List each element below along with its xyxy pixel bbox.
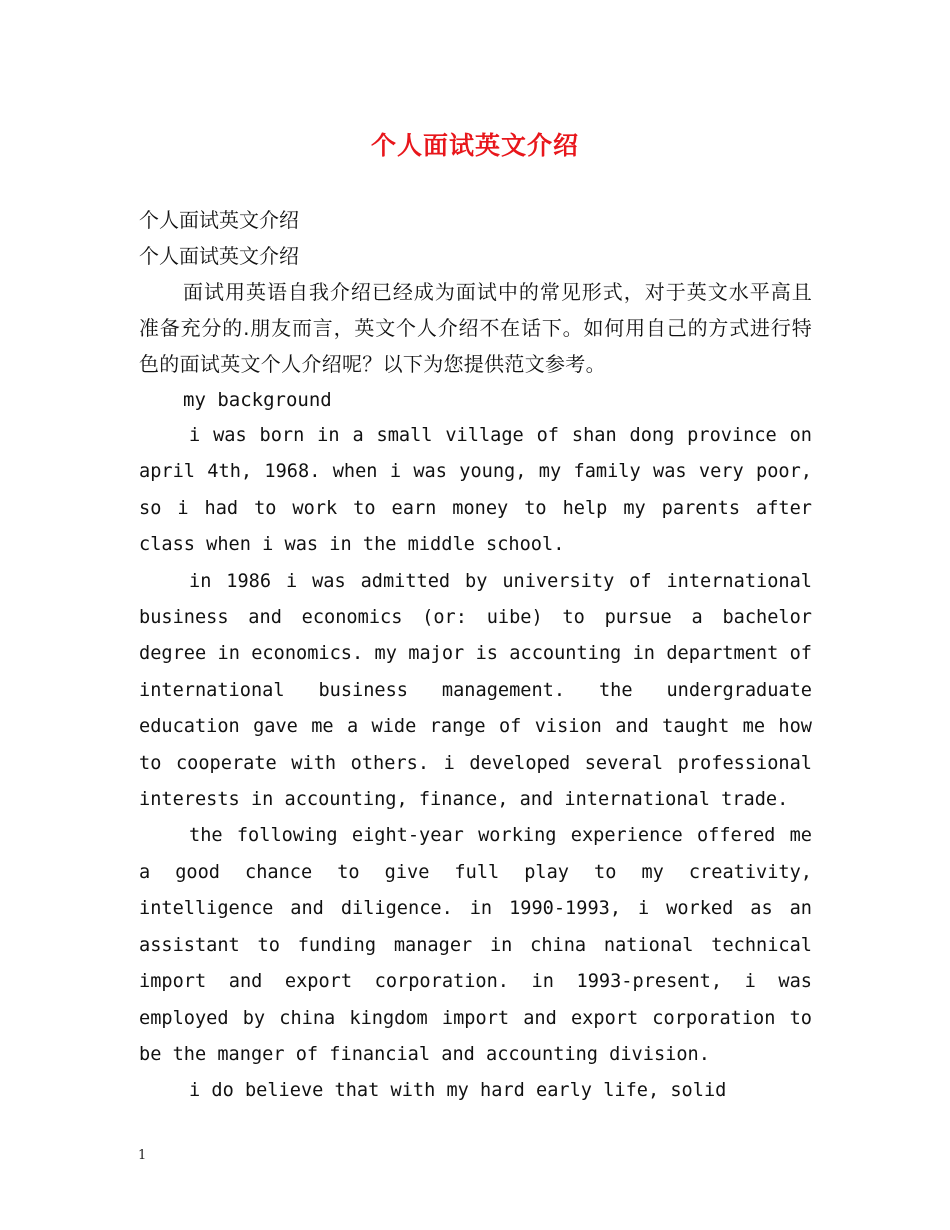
subtitle-line: 个人面试英文介绍 [139,244,299,268]
section-heading: my background [183,389,332,411]
document-body [139,202,812,1110]
intro-paragraph: 面试用英语自我介绍已经成为面试中的常见形式，对于英文水平高且准备充分的.朋友而言，英文个人介绍不在话下。如何用自己的方式进行特色的面试英文个人介绍呢？以下为您提供范文参考。 [139,280,812,376]
body-paragraph: in 1986 i was admitted by university of international business and economics (or: uibe) to pursue a bachelor degree in economics. my major is accounting in department of international business management. the undergraduate education gave me a wide range of vision and taught me how to cooperate with others. i developed several professional interests in accounting, finance, and international trade. [139,570,812,811]
page-number: 1 [138,1148,147,1163]
subtitle-line: 个人面试英文介绍 [139,208,299,232]
body-paragraph: the following eight-year working experience offered me a good chance to give full play to my creativity, intelligence and diligence. in 1990-1993, i worked as an assistant to funding manager in china national technical import and export corporation. in 1993-present, i was employed by china kingdom import and export corporation to be the manger of financial and accounting division. [139,825,812,1065]
body-paragraph: i do believe that with my hard early life, solid [189,1080,727,1102]
document-title: 个人面试英文介绍 [370,131,579,160]
body-paragraph: i was born in a small village of shan dong province on april 4th, 1968. when i was young, my family was very poor, so i had to work to earn money to help my parents after class when i was in the middle school. [139,425,812,556]
